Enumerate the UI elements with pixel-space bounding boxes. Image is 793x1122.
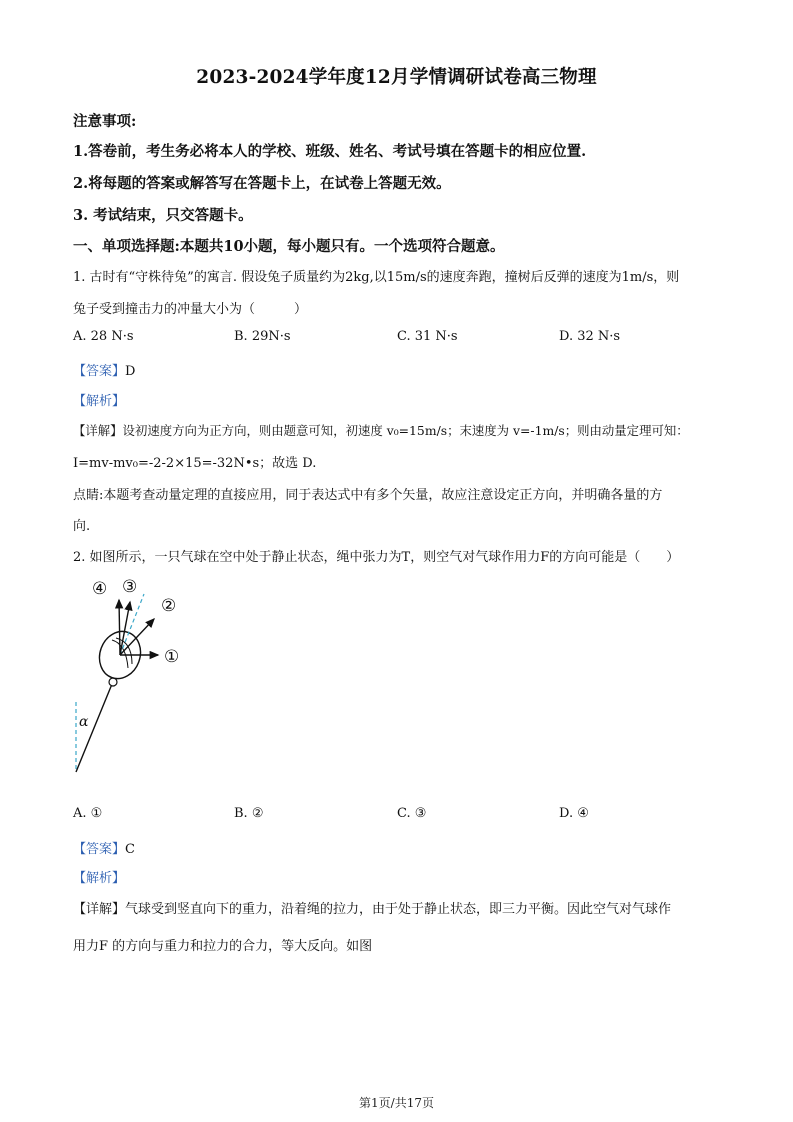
q1-option-b: B. 29N·s [234, 329, 291, 344]
q2-answer-tag: 【答案】 [73, 842, 126, 857]
q2-option-c: C. ③ [397, 806, 427, 821]
q1-answer [73, 360, 135, 379]
q2-option-d: D. ④ [559, 806, 589, 821]
q1-comment-line2: 向. [73, 519, 91, 534]
q2-detail-line1: 【详解】气球受到竖直向下的重力，沿着绳的拉力，由于处于静止状态，即三力平衡。因此空气对气球作 [73, 902, 672, 917]
q1-detail-line2: I=mv-mv₀=-2-2×15=-32N•s；故选 D. [73, 456, 317, 471]
label-alpha: α [79, 714, 89, 730]
label-4: ④ [92, 579, 108, 599]
q2-option-b: B. ② [234, 806, 264, 821]
label-3: ③ [122, 577, 138, 597]
label-1: ① [164, 647, 180, 667]
q1-analysis-tag: 【解析】 [73, 394, 126, 409]
q2-answer-value: C [125, 842, 135, 857]
q1-stem-line1: 1. 古时有“守株待兔”的寓言. 假设兔子质量约为2kg,以15m/s的速度奔跑，撞树后反弹的速度为1m/s，则 [73, 270, 680, 285]
balloon-figure [70, 572, 200, 777]
q1-option-c: C. 31 N·s [397, 329, 458, 344]
q2-option-a: A. ① [73, 806, 103, 821]
page-title: 2023-2024学年度12月学情调研试卷高三物理 [196, 67, 597, 88]
q1-comment-line1: 点睛:本题考查动量定理的直接应用，同于表达式中有多个矢量，故应注意设定正方向，并明确各量的方 [73, 488, 663, 503]
q2-detail-line2: 用力F 的方向与重力和拉力的合力，等大反向。如图 [73, 939, 373, 954]
notice-heading: 注意事项: [73, 113, 137, 130]
q1-option-a: A. 28 N·s [73, 329, 134, 344]
section-heading: 一、单项选择题:本题共10小题，每小题只有。一个选项符合题意。 [73, 238, 505, 255]
q1-option-d: D. 32 N·s [559, 329, 621, 344]
q2-answer [73, 838, 135, 857]
q2-stem-line1: 2. 如图所示，一只气球在空中处于静止状态，绳中张力为T，则空气对气球作用力F的方向可能是（ ） [73, 550, 680, 565]
arrow-4 [119, 600, 120, 655]
notice-item-1: 1.答卷前，考生务必将本人的学校、班级、姓名、考试号填在答题卡的相应位置. [73, 143, 587, 160]
notice-item-3: 3. 考试结束，只交答题卡。 [73, 207, 253, 224]
q1-answer-value: D [125, 364, 136, 379]
label-2: ② [161, 596, 177, 616]
q1-answer-tag: 【答案】 [73, 364, 126, 379]
q1-stem-line2: 兔子受到撞击力的冲量大小为（ ） [73, 302, 308, 317]
q2-analysis-tag: 【解析】 [73, 871, 126, 886]
page-footer: 第1页/共17页 [359, 1096, 434, 1110]
q1-detail-line1: 【详解】设初速度方向为正方向，则由题意可知，初速度 v₀=15m/s；末速度为 v=-1m/s；则由动量定理可知： [73, 423, 689, 438]
notice-item-2: 2.将每题的答案或解答写在答题卡上，在试卷上答题无效。 [73, 175, 451, 192]
